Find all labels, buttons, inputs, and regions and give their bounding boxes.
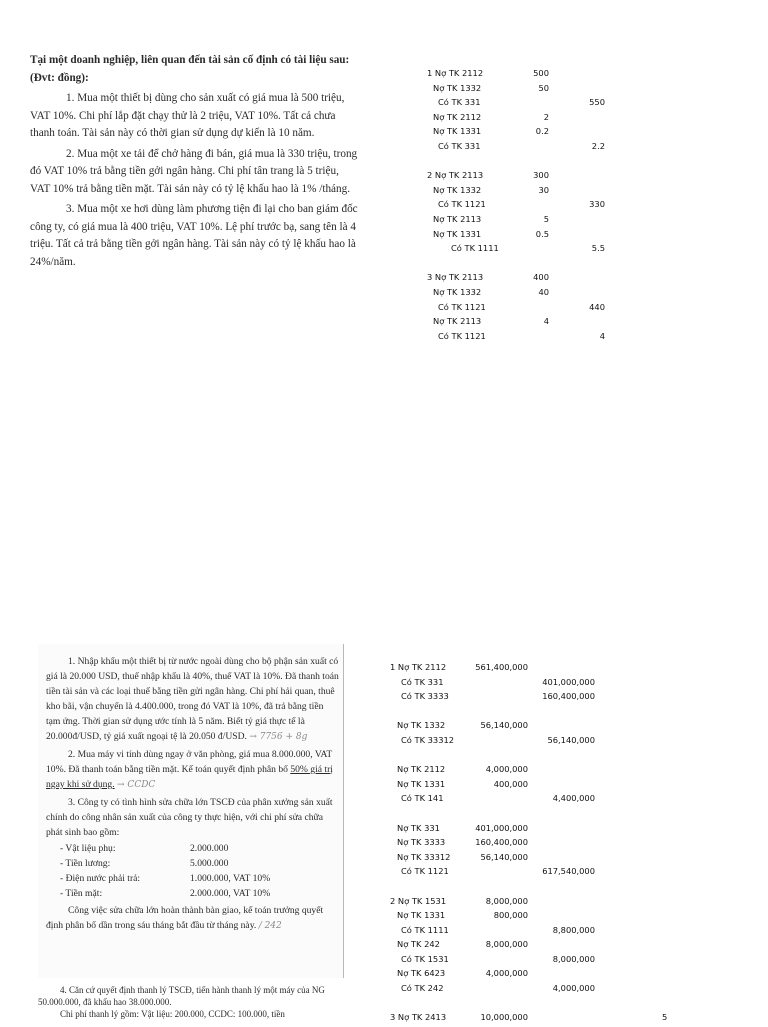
journal-row bbox=[0, 316, 768, 331]
account-label: Nợ TK 1331 bbox=[397, 778, 446, 789]
journal-row bbox=[0, 199, 768, 214]
debit-amount: 30 bbox=[538, 184, 549, 195]
debit-amount: 50 bbox=[538, 82, 549, 93]
entry-spacer bbox=[0, 156, 768, 171]
account-label: Nợ TK 2112 bbox=[397, 764, 446, 775]
debit-amount: 8,000,000 bbox=[485, 895, 528, 906]
journal-row bbox=[0, 910, 768, 925]
journal-row bbox=[0, 896, 768, 911]
debit-amount: 0.5 bbox=[535, 228, 549, 239]
account-label: Nợ TK 2113 bbox=[433, 213, 482, 224]
account-label: Nợ TK 2112 bbox=[433, 111, 482, 122]
account-label: Có TK 242 bbox=[401, 983, 444, 994]
journal-row bbox=[0, 983, 768, 998]
journal-row bbox=[0, 331, 768, 346]
journal-row bbox=[0, 866, 768, 881]
debit-amount: 4 bbox=[543, 316, 549, 327]
debit-amount: 500 bbox=[533, 68, 549, 78]
account-label: Có TK 331 bbox=[438, 97, 481, 108]
journal-row bbox=[0, 83, 768, 98]
journal-row bbox=[0, 925, 768, 940]
journal-row bbox=[0, 272, 768, 287]
journal-row bbox=[0, 837, 768, 852]
account-label: 3 Nợ TK 2113 bbox=[427, 272, 484, 283]
exercise-item-3: 3. Mua một xe hơi dùng làm phương tiện đi lại cho ban giám đốc công ty, có giá mua là 400 triệu, VAT 10%. Lệ phí trước bạ, sang tên là 4 triệu. Tất cả trả bằng tiền gởi ngân hàng. Tài sản này có tỷ lệ khấu hao là 24%/năm. bbox=[30, 203, 358, 268]
debit-amount: 2 bbox=[543, 111, 549, 122]
journal-row bbox=[0, 735, 768, 750]
account-label: Nợ TK 1332 bbox=[397, 720, 446, 731]
credit-amount: 8,800,000 bbox=[552, 924, 595, 935]
journal-row bbox=[0, 126, 768, 141]
account-label: Nợ TK 1332 bbox=[433, 286, 482, 297]
account-label: 2 Nợ TK 1531 bbox=[390, 895, 447, 906]
credit-amount: 8,000,000 bbox=[552, 953, 595, 964]
account-label: Nợ TK 1331 bbox=[433, 228, 482, 239]
credit-amount: 617,540,000 bbox=[542, 866, 595, 877]
credit-amount: 4,400,000 bbox=[552, 793, 595, 804]
debit-amount: 4,000,000 bbox=[485, 764, 528, 775]
credit-amount: 4,000,000 bbox=[552, 983, 595, 994]
debit-amount: 56,140,000 bbox=[480, 720, 528, 731]
account-label: Nợ TK 1332 bbox=[433, 82, 482, 93]
journal-row bbox=[0, 68, 768, 83]
account-label: Nợ TK 331 bbox=[397, 822, 440, 833]
journal-row bbox=[0, 939, 768, 954]
journal-entries-bottom bbox=[0, 662, 768, 1027]
account-label: Nợ TK 2113 bbox=[433, 316, 482, 327]
account-label: Có TK 1121 bbox=[438, 301, 486, 312]
journal-row bbox=[0, 141, 768, 156]
cost-label: - Tiền mặt: bbox=[60, 888, 103, 899]
underlined-text: 50% giá trị ngay khi sử dụng. bbox=[46, 764, 333, 790]
debit-amount: 400 bbox=[533, 272, 549, 283]
exercise-item-2: 2. Mua một xe tải để chở hàng đi bán, giá mua là 330 triệu, trong đó VAT 10% trả bằng tiền gởi ngân hàng. Chi phí tân trang là 5 triệu, VAT 10% trả bằng tiền mặt. Tài sản này có tỷ lệ khấu hao là 1% /tháng. bbox=[30, 147, 358, 195]
journal-row bbox=[0, 720, 768, 735]
account-label: Có TK 1121 bbox=[438, 330, 486, 341]
entry-spacer bbox=[0, 258, 768, 273]
account-label: Có TK 1111 bbox=[401, 924, 449, 935]
credit-amount: 440 bbox=[589, 301, 605, 312]
exercise-b-item-3: 3. Công ty có tình hình sửa chữa lớn TSCĐ của phân xưởng sản xuất chính do công nhân sản xuất của công ty thực hiện, với chi phí sửa chữa phát sinh bao gồm: bbox=[46, 797, 333, 838]
debit-amount: 0.2 bbox=[535, 126, 549, 137]
exercise-title: Tại một doanh nghiệp, liên quan đến tài sản cố định có tài liệu sau: (Đvt: đồng): bbox=[30, 54, 350, 84]
debit-amount: 40 bbox=[538, 286, 549, 297]
account-label: Nợ TK 242 bbox=[397, 939, 440, 950]
journal-row bbox=[0, 243, 768, 258]
account-label: Nợ TK 6423 bbox=[397, 968, 446, 979]
handwritten-note: → 7756 + 8g bbox=[249, 732, 308, 742]
debit-amount: 400,000 bbox=[493, 778, 528, 789]
debit-amount: 10,000,000 bbox=[480, 1012, 528, 1023]
credit-amount: 401,000,000 bbox=[542, 676, 595, 687]
cost-value: 2.000.000, VAT 10% bbox=[190, 888, 271, 899]
exercise-b-item-3-end-text: Công việc sửa chữa lớn hoàn thành bàn giao, kế toán trưởng quyết định phân bổ dần trong sáu tháng bắt đầu từ tháng này. bbox=[46, 905, 324, 931]
debit-amount: 4,000,000 bbox=[485, 968, 528, 979]
journal-row bbox=[0, 793, 768, 808]
journal-row bbox=[0, 97, 768, 112]
journal-row bbox=[0, 229, 768, 244]
cost-label: - Điện nước phải trả: bbox=[60, 873, 141, 884]
credit-amount: 4 bbox=[599, 330, 605, 341]
exercise-b-item-4: 4. Căn cứ quyết định thanh lý TSCĐ, tiến hành thanh lý một máy của NG 50.000.000, đã khấu hao 38.000.000. bbox=[38, 985, 325, 1007]
entry-spacer bbox=[0, 706, 768, 721]
exercise-b-item-4-more: Chi phí thanh lý gồm: Vật liệu: 200.000, CCDC: 100.000, tiền bbox=[60, 1009, 285, 1019]
account-label: Có TK 33312 bbox=[401, 734, 455, 745]
account-label: 1 Nợ TK 2112 bbox=[390, 662, 447, 672]
handwritten-note: → CCDC bbox=[117, 780, 156, 790]
debit-amount: 300 bbox=[533, 170, 549, 181]
account-label: Có TK 141 bbox=[401, 793, 444, 804]
debit-amount: 800,000 bbox=[493, 910, 528, 921]
journal-row bbox=[0, 852, 768, 867]
debit-amount: 401,000,000 bbox=[475, 822, 528, 833]
exercise-item-1: 1. Mua một thiết bị dùng cho sản xuất có giá mua là 500 triệu, VAT 10%. Chi phí lắp đặt chạy thử là 2 triệu, VAT 10%. Tất cả chưa thanh toán. Tài sản này có thời gian sử dụng dự kiến là 10 năm. bbox=[30, 92, 345, 139]
journal-row bbox=[0, 968, 768, 983]
handwritten-note: / 242 bbox=[258, 921, 282, 931]
journal-row bbox=[0, 302, 768, 317]
entry-spacer bbox=[0, 881, 768, 896]
account-label: 3 Nợ TK 2413 bbox=[390, 1012, 447, 1023]
credit-amount: 5.5 bbox=[591, 243, 605, 254]
journal-entries-top bbox=[0, 68, 768, 345]
cost-value: 2.000.000 bbox=[190, 843, 229, 854]
journal-row bbox=[0, 662, 768, 677]
credit-amount: 56,140,000 bbox=[547, 734, 595, 745]
exercise-b-item-2-text: 2. Mua máy vi tính dùng ngay ở văn phòng, giá mua 8.000.000, VAT 10%. Đã thanh toán bằng tiền mặt. Kế toán quyết định phân bổ bbox=[46, 749, 333, 775]
journal-row bbox=[0, 779, 768, 794]
journal-row bbox=[0, 954, 768, 969]
journal-row bbox=[0, 691, 768, 706]
entry-spacer bbox=[0, 808, 768, 823]
debit-amount: 561,400,000 bbox=[475, 662, 528, 672]
account-label: 1 Nợ TK 2112 bbox=[427, 68, 484, 78]
account-label: Nợ TK 1331 bbox=[397, 910, 446, 921]
journal-row bbox=[0, 112, 768, 127]
account-label: Có TK 1111 bbox=[451, 243, 499, 254]
credit-amount: 2.2 bbox=[591, 140, 605, 151]
account-label: Có TK 1121 bbox=[438, 199, 486, 210]
account-label: Có TK 3333 bbox=[401, 691, 449, 702]
account-label: Nợ TK 1331 bbox=[433, 126, 482, 137]
journal-row bbox=[0, 214, 768, 229]
debit-amount: 8,000,000 bbox=[485, 939, 528, 950]
account-label: Nợ TK 3333 bbox=[397, 837, 446, 848]
journal-row bbox=[0, 185, 768, 200]
account-label: Nợ TK 33312 bbox=[397, 851, 451, 862]
journal-row bbox=[0, 1012, 768, 1027]
account-label: Nợ TK 1332 bbox=[433, 184, 482, 195]
journal-row bbox=[0, 287, 768, 302]
debit-amount: 56,140,000 bbox=[480, 851, 528, 862]
journal-row bbox=[0, 677, 768, 692]
credit-amount: 160,400,000 bbox=[542, 691, 595, 702]
cost-value: 1.000.000, VAT 10% bbox=[190, 873, 271, 884]
cost-label: - Vật liệu phụ: bbox=[60, 843, 116, 854]
journal-row bbox=[0, 170, 768, 185]
extra-value: 5 bbox=[662, 1012, 668, 1023]
debit-amount: 5 bbox=[543, 213, 549, 224]
journal-row bbox=[0, 764, 768, 779]
exercise-b-item-1-text: 1. Nhập khẩu một thiết bị từ nước ngoài dùng cho bộ phận sản xuất có giá là 20.000 USD, thuế nhập khẩu là 40%, thuế VAT là 10%. Đã thanh toán tiền tài sản và các loại thuế bằng tiền gửi ngân hàng. Chi phí hải quan, thuê kho bãi, vận chuyển là 4.400.000, trong đó VAT là 10%, đã trả bằng tiền tạm ứng. Thời gian sử dụng ước tính là 5 năm. Biết tỷ giá thực tế là 20.000đ/USD, tỷ giá xuất ngoại tệ là 20.050 đ/USD. bbox=[46, 656, 339, 742]
cost-label: - Tiền lương: bbox=[60, 858, 111, 869]
account-label: 2 Nợ TK 2113 bbox=[427, 170, 484, 181]
account-label: Có TK 1531 bbox=[401, 953, 449, 964]
credit-amount: 330 bbox=[589, 199, 605, 210]
debit-amount: 160,400,000 bbox=[475, 837, 528, 848]
credit-amount: 550 bbox=[589, 97, 605, 108]
cost-value: 5.000.000 bbox=[190, 858, 229, 869]
entry-spacer bbox=[0, 998, 768, 1013]
journal-row bbox=[0, 823, 768, 838]
entry-spacer bbox=[0, 750, 768, 765]
account-label: Có TK 331 bbox=[401, 676, 444, 687]
account-label: Có TK 1121 bbox=[401, 866, 449, 877]
account-label: Có TK 331 bbox=[438, 140, 481, 151]
